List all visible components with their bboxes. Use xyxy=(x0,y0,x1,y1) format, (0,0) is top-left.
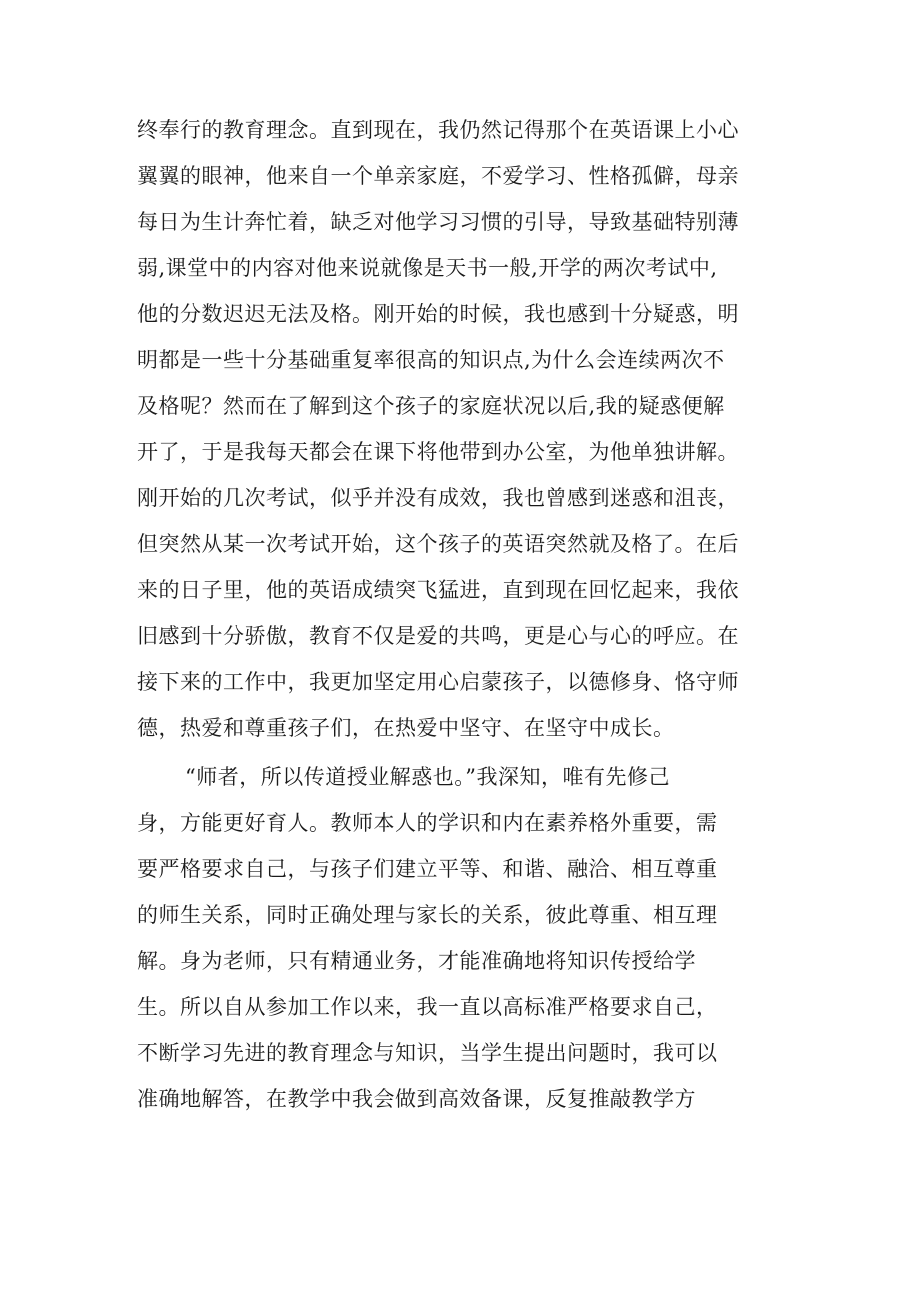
text-line: 准确地解答，在教学中我会做到高效备课，反复推敲教学方 xyxy=(137,1087,696,1111)
text-line: “师者，所以传道授业解惑也。”我深知，唯有先修己 xyxy=(185,765,670,789)
text-line: 要严格要求自己，与孩子们建立平等、和谐、融洽、相互尊重 xyxy=(137,857,718,881)
text-line: 每日为生计奔忙着，缺乏对他学习习惯的引导，导致基础特别薄 xyxy=(137,210,739,234)
text-line: 的师生关系，同时正确处理与家长的关系，彼此尊重、相互理 xyxy=(137,903,718,927)
text-line: 生。所以自从参加工作以来，我一直以高标准严格要求自己， xyxy=(137,995,718,1019)
text-line: 接下来的工作中，我更加坚定用心启蒙孩子，以德修身、恪守师 xyxy=(137,670,739,694)
text-line: 旧感到十分骄傲，教育不仅是爱的共鸣，更是心与心的呼应。在 xyxy=(137,624,739,648)
text-line: 身，方能更好育人。教师本人的学识和内在素养格外重要，需 xyxy=(137,811,718,835)
text-line: 刚开始的几次考试，似乎并没有成效，我也曾感到迷惑和沮丧， xyxy=(137,486,739,510)
text-line: 开了，于是我每天都会在课下将他带到办公室，为他单独讲解。 xyxy=(137,440,739,464)
text-line: 解。身为老师，只有精通业务，才能准确地将知识传授给学 xyxy=(137,949,696,973)
text-line: 弱,课堂中的内容对他来说就像是天书一般,开学的两次考试中, xyxy=(137,256,718,280)
text-line: 终奉行的教育理念。直到现在，我仍然记得那个在英语课上小心 xyxy=(137,118,739,142)
text-line: 翼翼的眼神，他来自一个单亲家庭，不爱学习、性格孤僻，母亲 xyxy=(137,164,739,188)
text-line: 他的分数迟迟无法及格。刚开始的时候，我也感到十分疑惑，明 xyxy=(137,302,739,326)
text-line: 来的日子里，他的英语成绩突飞猛进，直到现在回忆起来，我依 xyxy=(137,578,739,602)
text-line: 及格呢？然而在了解到这个孩子的家庭状况以后,我的疑惑便解 xyxy=(137,394,725,418)
text-line: 德，热爱和尊重孩子们，在热爱中坚守、在坚守中成长。 xyxy=(137,716,675,740)
text-line: 不断学习先进的教育理念与知识，当学生提出问题时，我可以 xyxy=(137,1041,718,1065)
text-line: 明都是一些十分基础重复率很高的知识点,为什么会连续两次不 xyxy=(137,348,725,372)
text-line: 但突然从某一次考试开始，这个孩子的英语突然就及格了。在后 xyxy=(137,532,739,556)
